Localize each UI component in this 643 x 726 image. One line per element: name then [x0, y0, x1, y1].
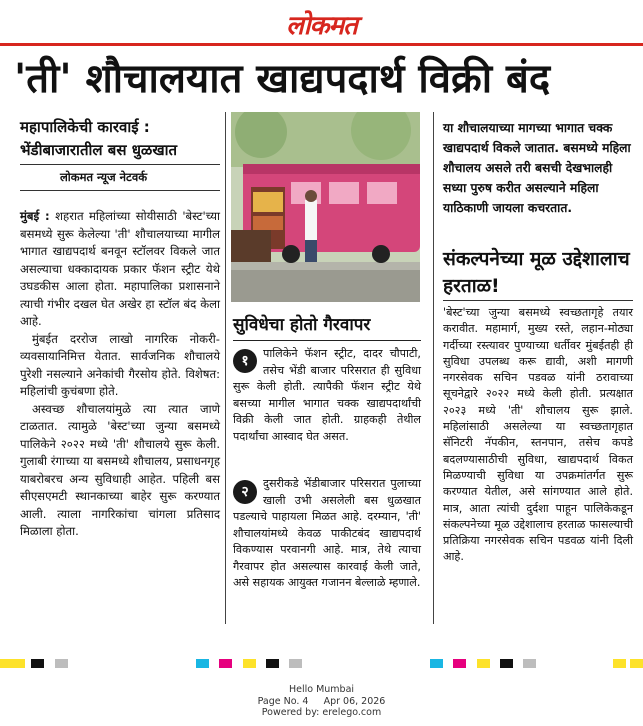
byline: लोकमत न्यूज नेटवर्क: [60, 170, 148, 184]
concept-heading-rule: [443, 300, 633, 301]
footer-page-number: Page No. 4: [257, 695, 309, 707]
item-1-body: पालिकेने फॅशन स्ट्रीट, दादर चौपाटी, तसेच भेंडी बाजार परिसरात ही सुविधा सुरू केली होती. त्यापैकी फॅशन स्ट्रीट येथे बसच्या मागील भागात चक्क खाद्यपदार्थांची विक्री केली जात होती. ग्राहकही तेथील पदार्थांचा आस्वाद घेत असत.: [233, 347, 421, 443]
bus-photo: [231, 112, 420, 302]
column-1-body: [20, 208, 220, 541]
print-color-bar: [0, 659, 643, 671]
item-2-body: दुसरीकडे भेंडीबाजार परिसरात पुलाच्या खाली उभी असलेली बस धुळखात पडल्याचे पाहायला मिळत आहे. दरम्यान, 'ती' शौचालयांमध्ये केवळ पाकीटबंद खाद्यपदार्थ विकण्यास परवानगी आहे. मात्र, तेथे त्याचा गैरवापर होत असल्यास कारवाई केली जाते, असे सहायक आयुक्त गजानन बेल्लाळे म्हणाले.: [233, 477, 421, 589]
item-number-1: १: [233, 349, 257, 373]
section-heading-misuse: सुविधेचा होतो गैरवापर: [233, 315, 371, 335]
masthead-rule: [0, 43, 643, 46]
swatch-yellow: [12, 659, 25, 668]
swatch-gray: [289, 659, 302, 668]
swatch-cyan: [430, 659, 443, 668]
item-number-2: २: [233, 480, 257, 504]
footer-powered-by[interactable]: Powered by: erelego.com: [261, 707, 382, 718]
item-2-float-spacer: [233, 476, 263, 504]
pink-bus-illustration: [231, 112, 420, 302]
paragraph-1-text: शहरात महिलांच्या सोयीसाठी 'बेस्ट'च्या बसमध्ये सुरू केलेल्या 'ती' शौचालयाच्या मागील भागात खाद्यपदार्थ बनवून स्टॉलवर विकले जात असल्याचा धक्कादायक प्रकार फॅशन स्ट्रीट येथे उघडकीस आला होता. महापालिका प्रशासनाने त्याची गंभीर दखल घेत अखेर हा स्टॉल बंद केला आहे.: [20, 209, 220, 328]
article-subhead: [20, 116, 220, 162]
column-divider-2: [433, 112, 434, 624]
swatch-yellow: [243, 659, 256, 668]
subhead-line-1: महापालिकेची कारवाई :: [20, 118, 150, 136]
footer-edition: Hello Mumbai: [288, 684, 355, 695]
swatch-black: [266, 659, 279, 668]
paragraph-1: [20, 208, 220, 331]
swatch-yellow: [630, 659, 643, 668]
column-3-lead: या शौचालयाच्या मागच्या भागात चक्क खाद्यपदार्थ विकले जातात. बसमध्ये महिला शौचालय असले तरी बसची देखभालही सध्या पुरुष करीत असल्याने महिला याठिकाणी जायला कचरतात.: [443, 121, 631, 215]
subhead-line-2: भेंडीबाजारातील बस धुळखात: [20, 141, 178, 159]
column-3-body: 'बेस्ट'च्या जुन्या बसमध्ये स्वच्छतागृहे तयार करावीत. महामार्ग, मुख्य रस्ते, लहान-मोठ्या गर्दीच्या रस्त्यावर पुण्याच्या धर्तीवर मुंबईतही ही सुविधा उपलब्ध करू द्यावी, अशी मागणी नगरसेवक सचिन पडवळ यांनी ठरावाच्या सूचनेद्वारे २०२२ मध्ये केली होती. प्रत्यक्षात २०२३ मध्ये 'ती' शौचालय सुरू झाले. महिलांसाठी असलेल्या या स्वच्छतागृहात सॅनिटरी नॅपकीन, स्तनपान, तसेच कपडे बदलण्यासाठीची सुविधा, खाद्यपदार्थ विकत मिळण्याची सुविधा या उपक्रमांतर्गत सुरू करण्यात येतील, असे सांगण्यात आले होते. मात्र, आता त्यांची दुर्दशा पाहून पालिकेकडून संकल्पनेच्या मूळ उद्देशालाच हरताळ फासल्याची प्रतिक्रिया नगरसेवक सचिन पडवळ यांनी दिली आहे.: [443, 306, 633, 564]
swatch-gray: [55, 659, 68, 668]
subhead-divider: [20, 164, 220, 165]
swatch-yellow: [477, 659, 490, 668]
swatch-yellow: [613, 659, 626, 668]
paragraph-3: अस्वच्छ शौचालयांमुळे त्या त्यात जाणे टाळतात. त्यामुळे 'बेस्ट'च्या जुन्या बसमध्ये पालिकेने २०२२ मध्ये 'ती' शौचालये सुरू केली. गुलाबी रंगाच्या या बसमध्ये शौचालय, प्रसाधनगृह याबरोबरच अन्य सुविधाही आहेत. पहिली बस सीएसएमटी स्थानकाच्या बाहेर सुरू करण्यात आली. त्याला नागरिकांचा चांगला प्रतिसाद मिळाला होता.: [20, 401, 220, 538]
section-heading-concept: संकल्पनेच्या मूळ उद्देशालाच हरताळ!: [443, 248, 630, 297]
section-heading-rule: [233, 340, 421, 341]
byline-divider: [20, 190, 220, 191]
paragraph-2: मुंबईत दररोज लाखो नागरिक नोकरी- व्यवसायानिमित्त येतात. सार्वजनिक शौचालये पुरेशी नसल्याने अनेकांची गैरसोय होते. विशेषत: महिलांची कुचंबणा होते.: [20, 331, 220, 398]
swatch-gray: [523, 659, 536, 668]
swatch-black: [31, 659, 44, 668]
swatch-black: [500, 659, 513, 668]
footer-date: Apr 06, 2026: [323, 695, 386, 707]
item-1-float-spacer: [233, 346, 263, 374]
footer-page-line: [0, 696, 643, 708]
article-headline: 'ती' शौचालयात खाद्यपदार्थ विक्री बंद: [14, 56, 551, 102]
item-1-text: [233, 346, 421, 445]
swatch-cyan: [196, 659, 209, 668]
page-footer: [0, 684, 643, 719]
newspaper-logo: लोकमत: [286, 11, 357, 41]
swatch-magenta: [219, 659, 232, 668]
masthead: [0, 0, 643, 44]
column-divider-1: [225, 112, 226, 624]
dateline: मुंबई :: [20, 209, 50, 223]
item-2-text: [233, 476, 421, 592]
swatch-magenta: [453, 659, 466, 668]
